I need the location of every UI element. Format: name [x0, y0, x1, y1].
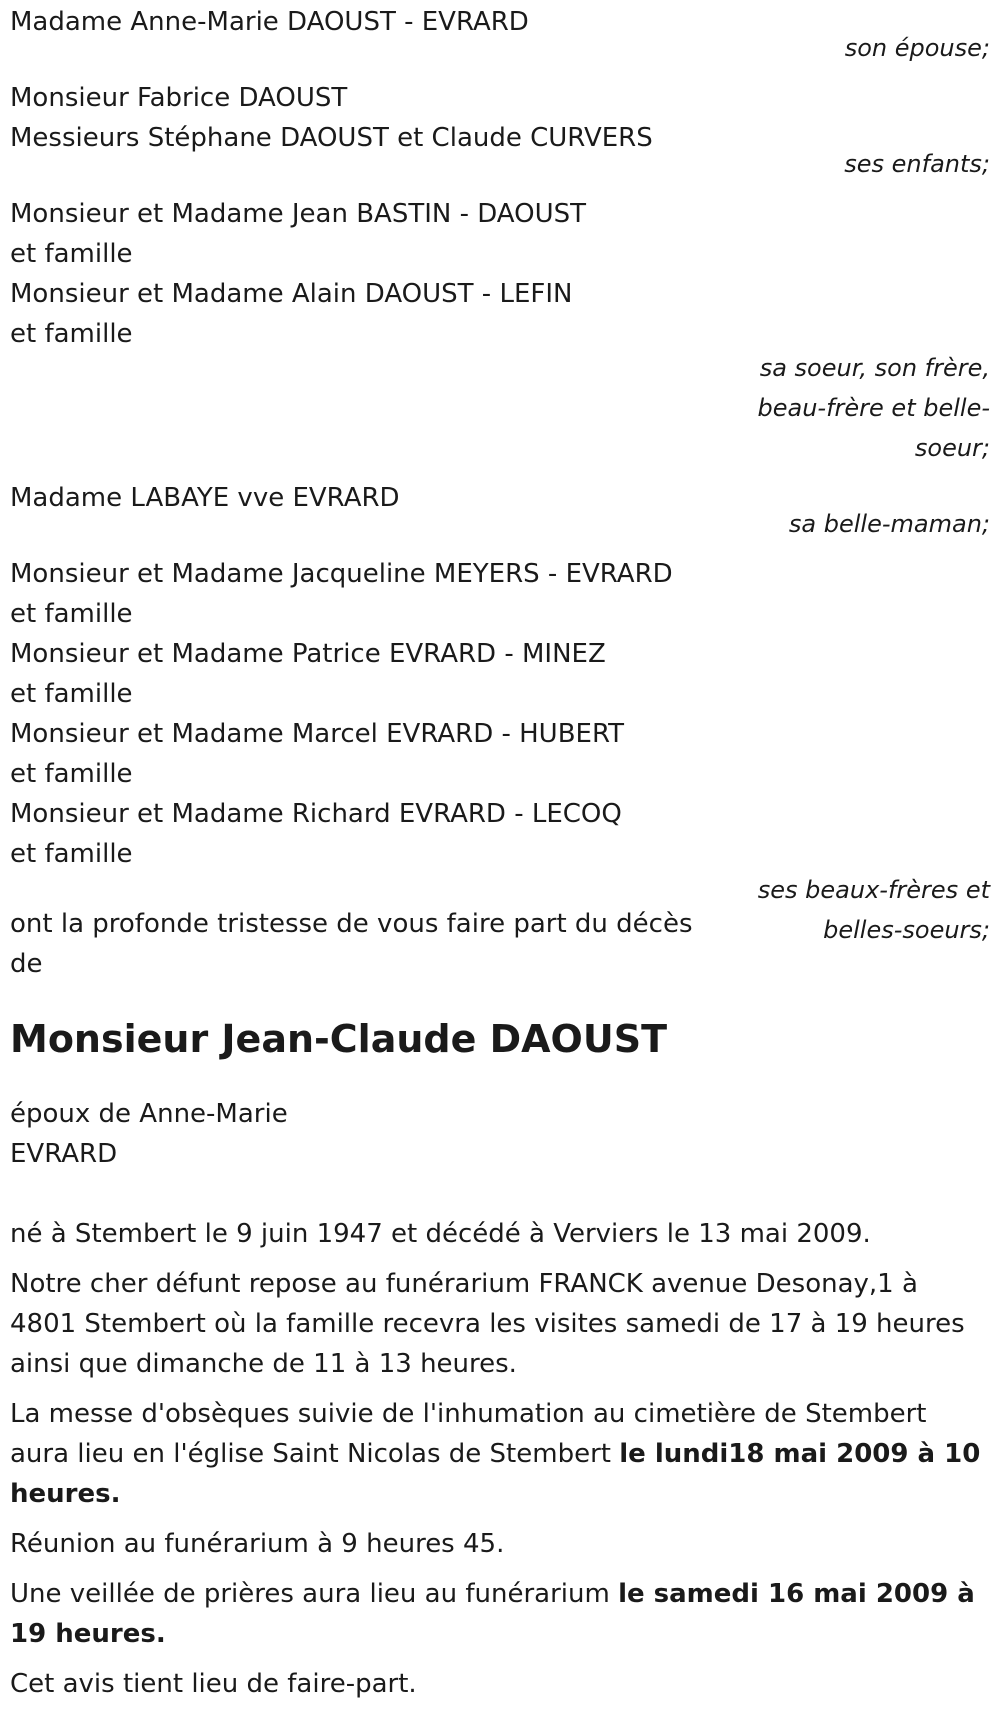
- names-block: [10, 478, 710, 518]
- group-mother-in-law: [10, 478, 990, 544]
- name-line: Monsieur et Madame Patrice EVRARD - MINEZ: [10, 639, 606, 669]
- relation-label: [730, 870, 990, 950]
- name-line: et famille: [10, 239, 133, 269]
- relation-line: soeur;: [914, 434, 990, 462]
- rest-place-text: Notre cher défunt repose au funérarium FRANCK avenue Desonay,1 à 4801 Stembert où la famille recevra les visites samedi de 17 à 19 heures ainsi que dimanche de 11 à 13 heures.: [10, 1269, 965, 1379]
- name-line: Messieurs Stéphane DAOUST et Claude CURVERS: [10, 123, 653, 153]
- name-line: et famille: [10, 839, 133, 869]
- name-line: et famille: [10, 319, 133, 349]
- group-spouse: [10, 2, 990, 68]
- spouse-of-text: époux de Anne-Marie EVRARD: [10, 1099, 288, 1169]
- mass-details: La messe d'obsèques suivie de l'inhumation au cimetière de Stembert aura lieu en l'église Saint Nicolas de Stembert: [10, 1399, 927, 1469]
- relation-line: sa soeur, son frère,: [759, 354, 990, 382]
- name-line: et famille: [10, 679, 133, 709]
- relation-label: sa belle-maman;: [788, 510, 990, 538]
- closing-text: Cet avis tient lieu de faire-part.: [10, 1669, 417, 1699]
- name-line: Monsieur et Madame Alain DAOUST - LEFIN: [10, 279, 573, 309]
- name-line: Monsieur et Madame Marcel EVRARD - HUBERT: [10, 719, 625, 749]
- names-block: [10, 554, 710, 874]
- funeral-mass-text: [10, 1394, 990, 1514]
- name-line: et famille: [10, 759, 133, 789]
- death-notice: [10, 2, 990, 1714]
- name-line: Madame LABAYE vve EVRARD: [10, 483, 400, 513]
- relation-line: ses beaux-frères et: [757, 876, 990, 904]
- name-line: Monsieur et Madame Jean BASTIN - DAOUST: [10, 199, 587, 229]
- group-children: [10, 78, 990, 184]
- names-block: [10, 194, 710, 354]
- name-line: Monsieur et Madame Richard EVRARD - LECOQ: [10, 799, 622, 829]
- name-line: Monsieur et Madame Jacqueline MEYERS - EVRARD: [10, 559, 673, 589]
- relation-line: beau-frère et belle-: [757, 394, 990, 422]
- birth-death-text: né à Stembert le 9 juin 1947 et décédé à Verviers le 13 mai 2009.: [10, 1219, 871, 1249]
- name-line: Madame Anne-Marie DAOUST - EVRARD: [10, 7, 529, 37]
- meeting-text: Réunion au funérarium à 9 heures 45.: [10, 1529, 505, 1559]
- vigil-date: le samedi 16 mai 2009 à 19 heures.: [10, 1579, 975, 1649]
- name-line: Monsieur Fabrice DAOUST: [10, 83, 348, 113]
- names-block: [10, 2, 710, 42]
- announcement-text: ont la profonde tristesse de vous faire part du décès de: [10, 909, 693, 979]
- name-line: et famille: [10, 599, 133, 629]
- vigil-text: [10, 1574, 990, 1654]
- relation-line: belles-soeurs;: [823, 916, 990, 944]
- relation-label: [730, 348, 990, 468]
- relation-label: son épouse;: [844, 34, 990, 62]
- deceased-name: Monsieur Jean-Claude DAOUST: [10, 1017, 668, 1061]
- group-in-laws: [10, 554, 990, 950]
- names-block: [10, 78, 710, 158]
- group-siblings: [10, 194, 990, 468]
- relation-label: ses enfants;: [844, 150, 990, 178]
- vigil-details: Une veillée de prières aura lieu au funérarium: [10, 1579, 619, 1609]
- mass-date: le lundi18 mai 2009 à 10 heures.: [10, 1439, 981, 1509]
